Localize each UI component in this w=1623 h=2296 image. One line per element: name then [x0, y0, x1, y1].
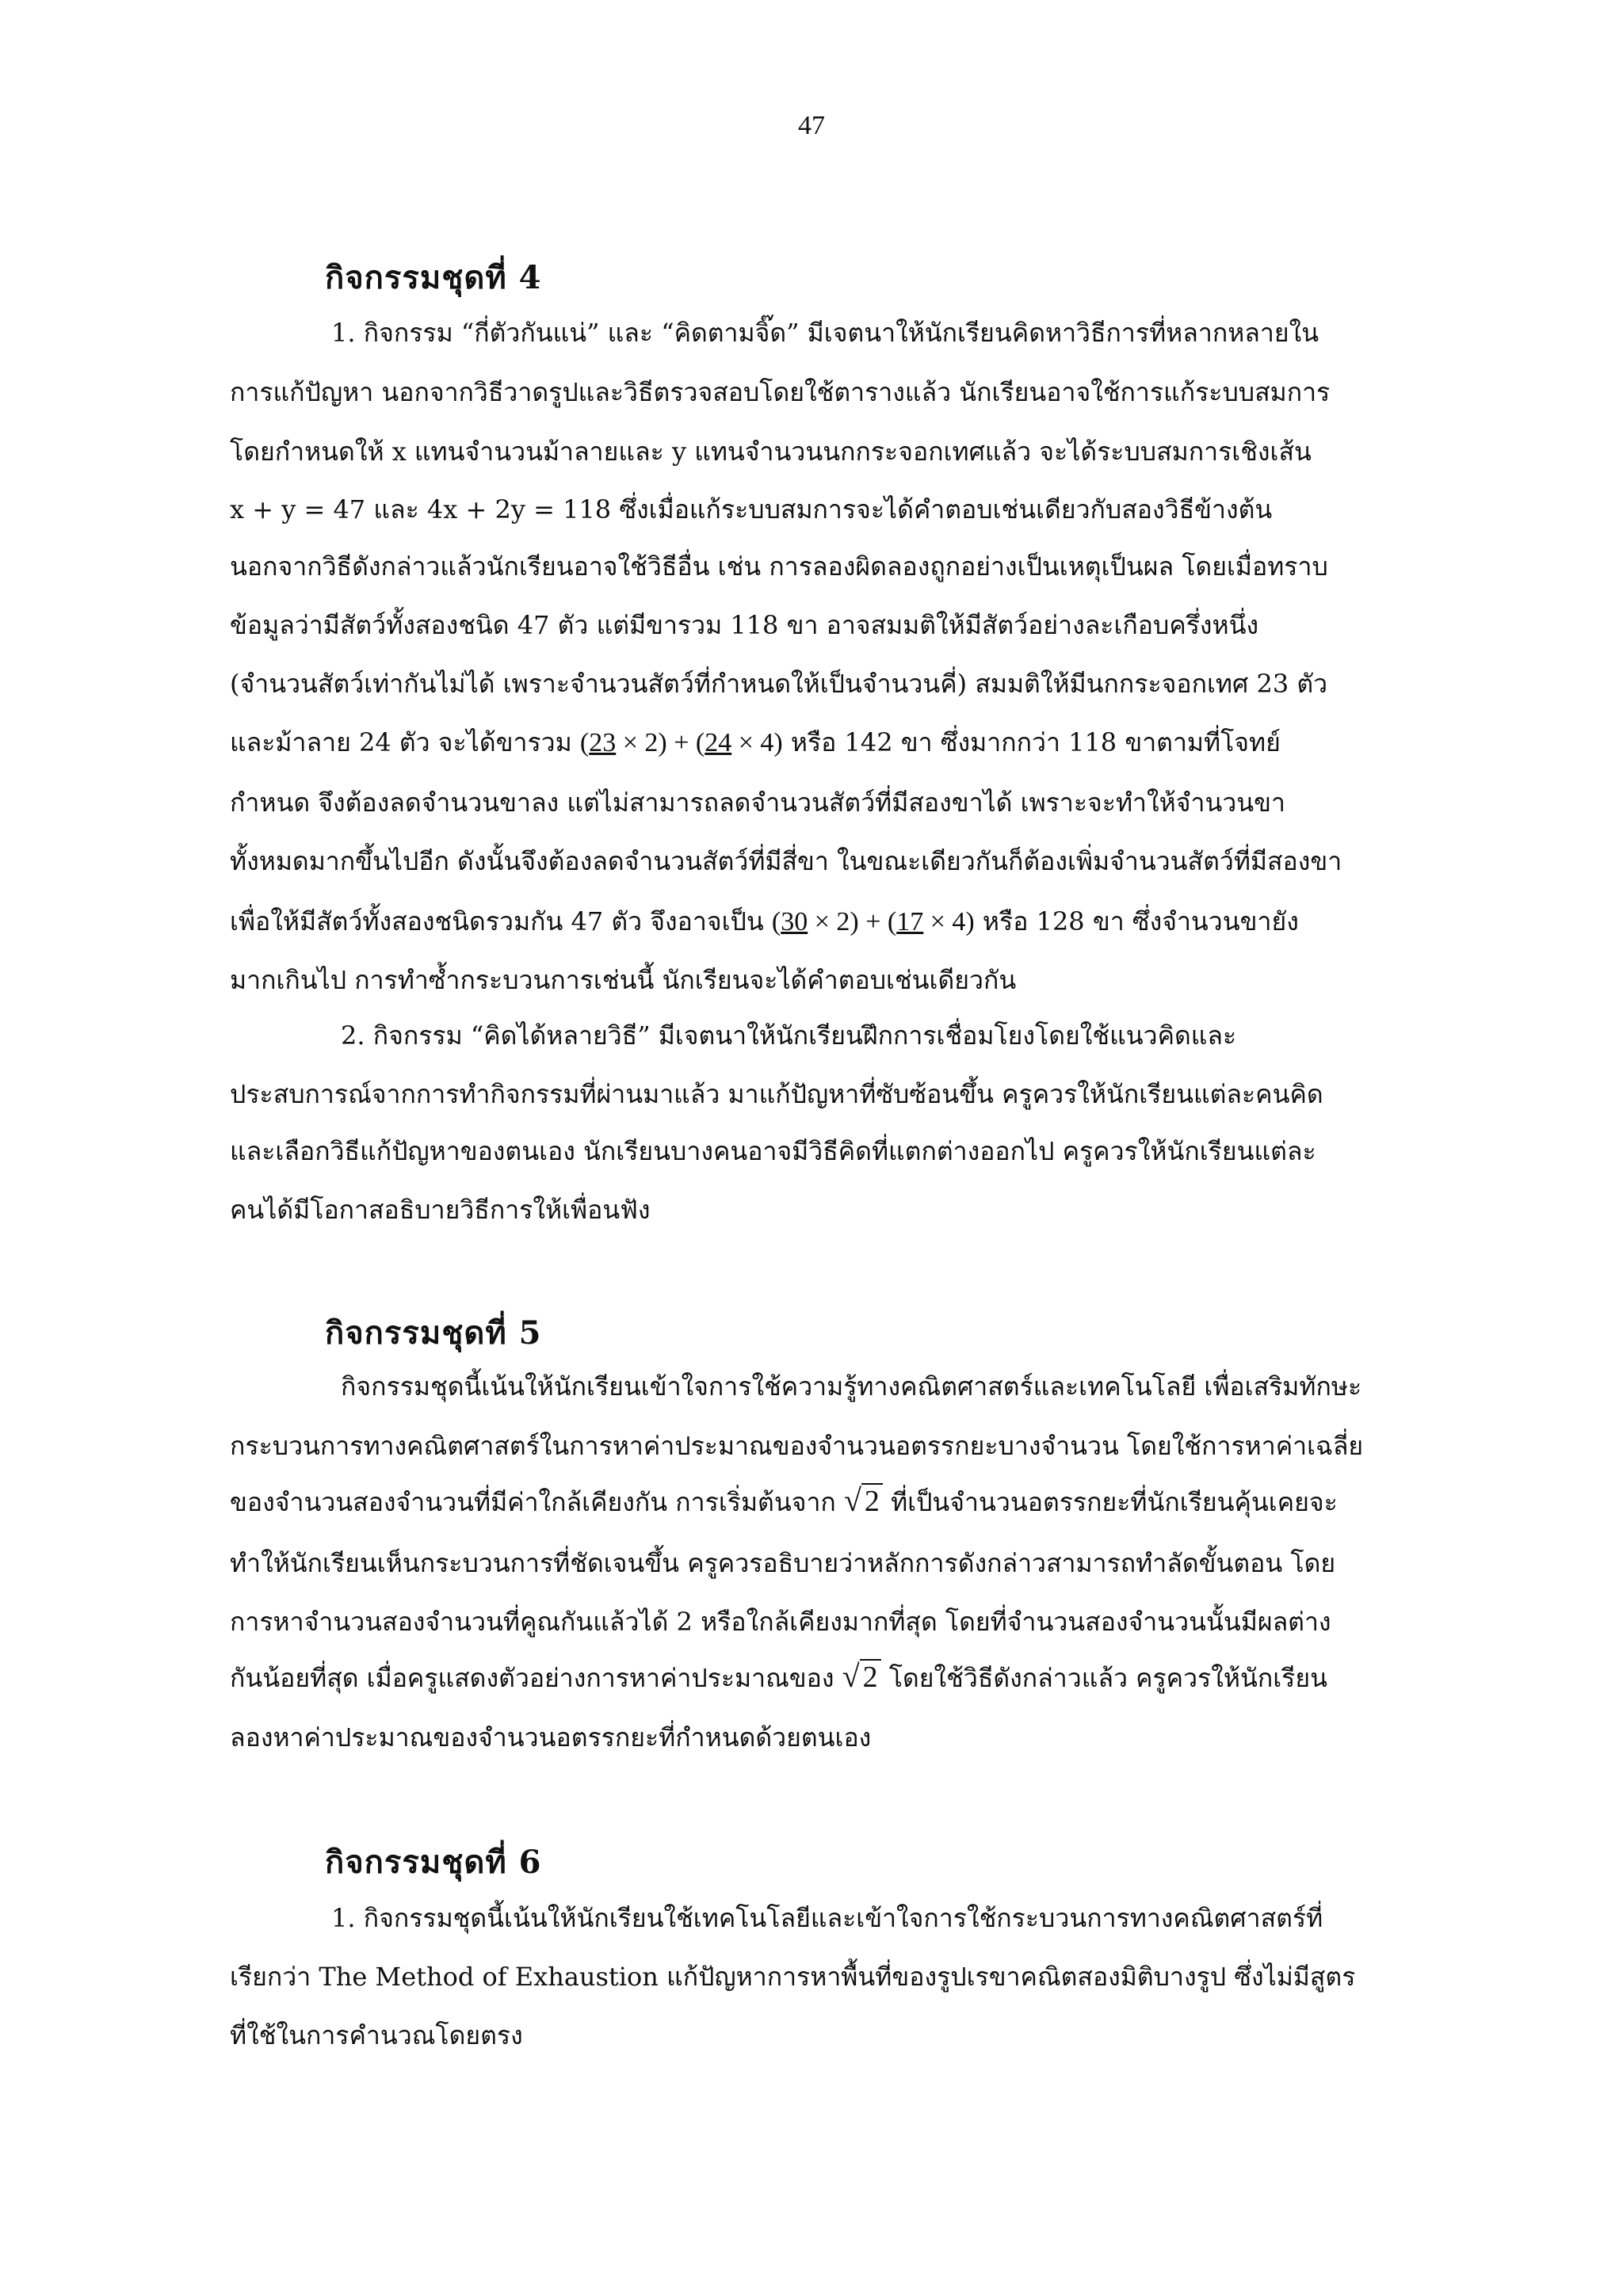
line-3-suffix: ที่เป็นจำนวนอตรรกยะที่นักเรียนคุ้นเคยจะ	[891, 1487, 1338, 1517]
section-5-line-2: กระบวนการทางคณิตศาสตร์ในการหาค่าประมาณของจำนวนอตรรกยะบางจำนวน โดยใช้การหาค่าเฉลี่ย	[230, 1431, 1364, 1461]
section-4-line-11	[230, 902, 1299, 942]
section-4-line-8	[230, 723, 1281, 763]
section-4-line-9: กำหนด จึงต้องลดจำนวนขาลง แต่ไม่สามารถลดจำนวนสัตว์ที่มีสองขาได้ เพราะจะทำให้จำนวนขา	[230, 788, 1285, 818]
section-4-line-3: โดยกำหนดให้ x แทนจำนวนม้าลายและ y แทนจำนวนนกกระจอกเทศแล้ว จะได้ระบบสมการเชิงเส้น	[230, 437, 1312, 467]
line-3-prefix: ของจำนวนสองจำนวนที่มีค่าใกล้เคียงกัน การเริ่มต้นจาก	[230, 1487, 836, 1517]
section-5-line-6	[230, 1657, 1327, 1699]
line-6-suffix: โดยใช้วิธีดังกล่าวแล้ว ครูควรให้นักเรียน	[888, 1663, 1327, 1693]
section-5-line-7: ลองหาค่าประมาณของจำนวนอตรรกยะที่กำหนดด้วยตนเอง	[230, 1722, 872, 1753]
section-4-line-5: นอกจากวิธีดังกล่าวแล้วนักเรียนอาจใช้วิธีอื่น เช่น การลองผิดลองถูกอย่างเป็นเหตุเป็นผล โดยเมื่อทราบ	[230, 551, 1328, 582]
section-4-line-7: (จำนวนสัตว์เท่ากันไม่ได้ เพราะจำนวนสัตว์ที่กำหนดให้เป็นจำนวนคี่) สมมติให้มีนกกระจอกเทศ 23 ตัว	[230, 669, 1328, 699]
count-value: 17	[896, 907, 924, 936]
expr-part: × 4)	[923, 907, 975, 936]
section-4-line-6: ข้อมูลว่ามีสัตว์ทั้งสองชนิด 47 ตัว แต่มีขารวม 118 ขา อาจสมมติให้มีสัตว์อย่างละเกือบครึ่งหนึ่ง	[230, 610, 1259, 640]
line-8-prefix: และม้าลาย 24 ตัว จะได้ขารวม	[230, 727, 580, 757]
section-6-line-2: เรียกว่า The Method of Exhaustion แก้ปัญหาการหาพื้นที่ของรูปเรขาคณิตสองมิติบางรูป ซึ่งไม่มีสูตร	[230, 1962, 1356, 1992]
leg-expression-1: (23 × 2) + (24 × 4)	[579, 728, 783, 757]
section-5-heading: กิจกรรมชุดที่ 5	[325, 1314, 542, 1352]
section-4-heading: กิจกรรมชุดที่ 4	[325, 259, 542, 296]
section-4-line-1: 1. กิจกรรม “กี่ตัวกันแน่” และ “คิดตามจิ๊ด” มีเจตนาให้นักเรียนคิดหาวิธีการที่หลากหลายใน	[331, 318, 1319, 348]
section-4-line-2: การแก้ปัญหา นอกจากวิธีวาดรูปและวิธีตรวจสอบโดยใช้ตารางแล้ว นักเรียนอาจใช้การแก้ระบบสมการ	[230, 377, 1331, 407]
section-4-line-10: ทั้งหมดมากขึ้นไปอีก ดังนั้นจึงต้องลดจำนวนสัตว์ที่มีสี่ขา ในขณะเดียวกันก็ต้องเพิ่มจำนวนสัตว์ที่มีสองขา	[230, 846, 1342, 876]
ostrich-count-value: 24	[705, 728, 732, 757]
section-5-line-3	[230, 1482, 1338, 1523]
section-4-line-15: และเลือกวิธีแก้ปัญหาของตนเอง นักเรียนบางคนอาจมีวิธีคิดที่แตกต่างออกไป ครูควรให้นักเรียนแต่ละ	[230, 1136, 1316, 1166]
section-4-line-13: 2. กิจกรรม “คิดได้หลายวิธี” มีเจตนาให้นักเรียนฝึกการเชื่อมโยงโดยใช้แนวคิดและ	[341, 1020, 1237, 1051]
section-5-line-1: กิจกรรมชุดนี้เน้นให้นักเรียนเข้าใจการใช้ความรู้ทางคณิตศาสตร์และเทคโนโลยี เพื่อเสริมทักษะ	[341, 1371, 1362, 1402]
expr-part: × 2) + (	[616, 728, 705, 757]
sqrt-2-expression	[842, 1657, 881, 1695]
expr-part: × 4)	[731, 728, 783, 757]
leg-expression-2: (30 × 2) + (17 × 4)	[771, 907, 975, 936]
section-5-line-5: การหาจำนวนสองจำนวนที่คูณกันแล้วได้ 2 หรือใกล้เคียงมากที่สุด โดยที่จำนวนสองจำนวนนั้นมีผลต่าง	[230, 1607, 1331, 1637]
section-4-line-16: คนได้มีโอกาสอธิบายวิธีการให้เพื่อนฟัง	[230, 1195, 651, 1225]
sqrt-2-expression	[844, 1482, 883, 1519]
section-6-heading: กิจกรรมชุดที่ 6	[325, 1844, 542, 1881]
sqrt-symbol: √	[842, 1658, 860, 1694]
page-number: 47	[798, 111, 825, 140]
zebra-count-value: 23	[589, 728, 617, 757]
line-11-prefix: เพื่อให้มีสัตว์ทั้งสองชนิดรวมกัน 47 ตัว จึงอาจเป็น	[230, 906, 772, 936]
count-value: 30	[781, 907, 808, 936]
section-6-line-1: 1. กิจกรรมชุดนี้เน้นให้นักเรียนใช้เทคโนโลยีและเข้าใจการใช้กระบวนการทางคณิตศาสตร์ที่	[331, 1903, 1323, 1933]
sqrt-argument: 2	[861, 1483, 883, 1518]
line-6-prefix: กันน้อยที่สุด เมื่อครูแสดงตัวอย่างการหาค่าประมาณของ	[230, 1663, 834, 1693]
line-8-suffix: หรือ 142 ขา ซึ่งมากกว่า 118 ขาตามที่โจทย์	[782, 727, 1281, 757]
sqrt-argument: 2	[860, 1659, 881, 1694]
section-4-line-14: ประสบการณ์จากการทำกิจกรรมที่ผ่านมาแล้ว มาแก้ปัญหาที่ซับซ้อนขึ้น ครูควรให้นักเรียนแต่ละคนคิด	[230, 1079, 1323, 1109]
section-6-line-3: ที่ใช้ในการคำนวณโดยตรง	[230, 2020, 523, 2050]
section-4-line-12: มากเกินไป การทำซ้ำกระบวนการเช่นนี้ นักเรียนจะได้คำตอบเช่นเดียวกัน	[230, 965, 1017, 995]
expr-part: × 2) + (	[808, 907, 897, 936]
section-4-line-4: x + y = 47 และ 4x + 2y = 118 ซึ่งเมื่อแก้ระบบสมการจะได้คำตอบเช่นเดียวกับสองวิธีข้างต้น	[230, 494, 1273, 524]
sqrt-symbol: √	[843, 1482, 861, 1518]
line-11-suffix: หรือ 128 ขา ซึ่งจำนวนขายัง	[974, 906, 1299, 936]
section-5-line-4: ทำให้นักเรียนเห็นกระบวนการที่ชัดเจนขึ้น ครูควรอธิบายว่าหลักการดังกล่าวสามารถทำลัดขั้นตอน โดย	[230, 1548, 1336, 1578]
